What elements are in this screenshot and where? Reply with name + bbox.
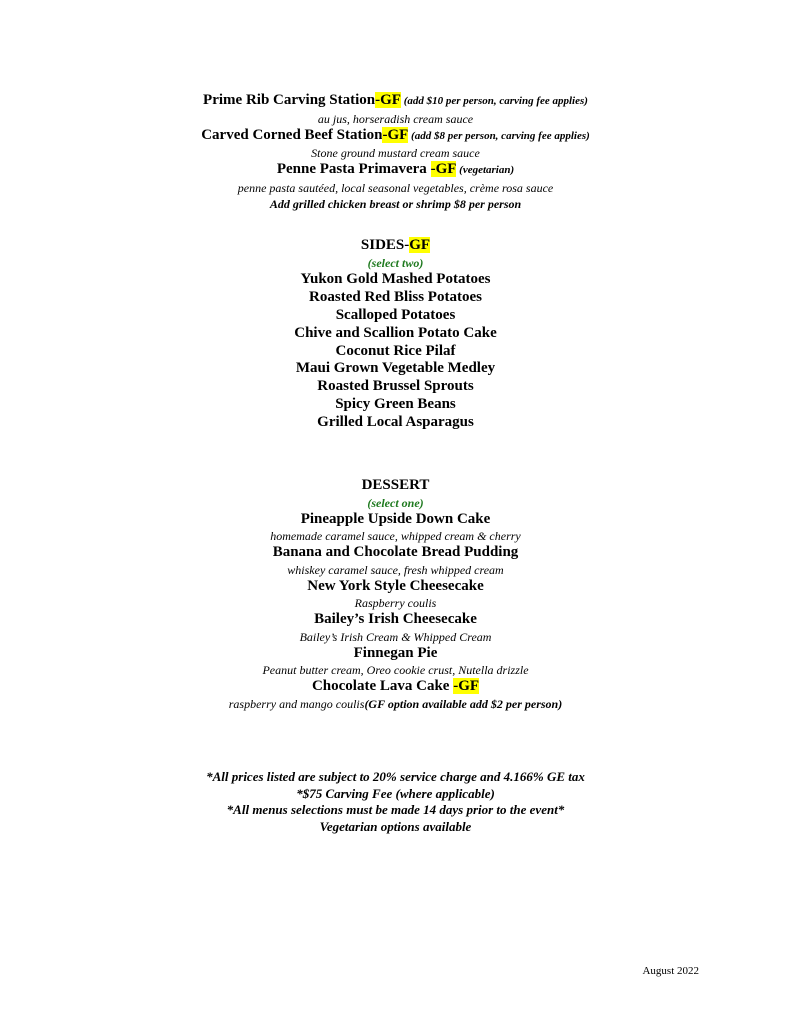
entree-penne bbox=[0, 161, 791, 180]
entree-description: penne pasta sautéed, local seasonal vegetables, crème rosa sauce bbox=[237, 180, 554, 195]
entree-addon: Add grilled chicken breast or shrimp $8 per person bbox=[269, 196, 522, 211]
document-date: August 2022 bbox=[642, 965, 699, 977]
sides-section bbox=[0, 237, 791, 432]
dessert-name: Finnegan Pie bbox=[353, 644, 438, 661]
dessert-name: Bailey’s Irish Cheesecake bbox=[314, 611, 477, 627]
dessert-name: Chocolate Lava Cake bbox=[311, 678, 454, 694]
dessert-description: Peanut butter cream, Oreo cookie crust, Nutella drizzle bbox=[262, 663, 529, 677]
dessert-description: homemade caramel sauce, whipped cream & cherry bbox=[270, 529, 521, 543]
side-item: Roasted Red Bliss Potatoes bbox=[309, 288, 482, 305]
entree-prime-rib bbox=[0, 92, 791, 111]
entree-description: au jus, horseradish cream sauce bbox=[317, 111, 474, 126]
footer-note: *$75 Carving Fee (where applicable) bbox=[296, 785, 495, 801]
side-item: Scalloped Potatoes bbox=[335, 306, 456, 323]
entree-corned-beef bbox=[0, 127, 791, 146]
dessert-description: Raspberry coulis bbox=[354, 596, 437, 610]
entree-name: Carved Corned Beef Station bbox=[201, 126, 383, 143]
gf-badge: -GF bbox=[430, 161, 457, 177]
side-item: Roasted Brussel Sprouts bbox=[317, 378, 474, 395]
side-item: Coconut Rice Pilaf bbox=[335, 342, 456, 359]
gf-badge: -GF bbox=[382, 126, 409, 143]
dessert-description: whiskey caramel sauce, fresh whipped cream bbox=[287, 562, 504, 577]
dessert-name: Banana and Chocolate Bread Pudding bbox=[272, 544, 519, 560]
entrees-section bbox=[0, 92, 791, 212]
dessert-lava-description: raspberry and mango coulis(GF option available add $2 per person) bbox=[228, 696, 563, 711]
entree-name: Penne Pasta Primavera bbox=[276, 161, 431, 177]
dessert-description: Bailey’s Irish Cream & Whipped Cream bbox=[299, 629, 492, 644]
side-item: Maui Grown Vegetable Medley bbox=[295, 360, 496, 377]
side-item: Yukon Gold Mashed Potatoes bbox=[300, 270, 491, 287]
dessert-heading: DESSERT bbox=[361, 477, 430, 493]
footer-note: *All prices listed are subject to 20% service charge and 4.166% GE tax bbox=[206, 769, 585, 784]
entree-description: Stone ground mustard cream sauce bbox=[311, 146, 480, 160]
dessert-name: Pineapple Upside Down Cake bbox=[300, 510, 491, 527]
footer-note: Vegetarian options available bbox=[319, 818, 472, 834]
dessert-select-note: (select one) bbox=[367, 495, 424, 510]
dessert-section bbox=[0, 477, 791, 712]
dessert-name: New York Style Cheesecake bbox=[307, 577, 484, 594]
sides-heading: SIDES-GF bbox=[360, 237, 431, 253]
footer-notes bbox=[0, 769, 791, 835]
gf-badge: -GF bbox=[453, 678, 480, 694]
side-item: Grilled Local Asparagus bbox=[317, 414, 474, 431]
side-item: Chive and Scallion Potato Cake bbox=[294, 324, 497, 341]
sides-select-note: (select two) bbox=[367, 255, 424, 270]
dessert-gf-note: (GF option available add $2 per person) bbox=[364, 696, 563, 711]
gf-badge: -GF bbox=[375, 92, 401, 108]
entree-note: (vegetarian) bbox=[456, 164, 515, 176]
entree-note: (add $8 per person, carving fee applies) bbox=[408, 129, 590, 142]
dessert-lava-cake bbox=[0, 678, 791, 696]
footer-note: *All menus selections must be made 14 days prior to the event* bbox=[226, 802, 565, 817]
gf-badge: GF bbox=[409, 237, 431, 253]
entree-name: Prime Rib Carving Station bbox=[203, 92, 376, 108]
side-item: Spicy Green Beans bbox=[335, 396, 456, 413]
entree-note: (add $10 per person, carving fee applies) bbox=[400, 95, 588, 107]
